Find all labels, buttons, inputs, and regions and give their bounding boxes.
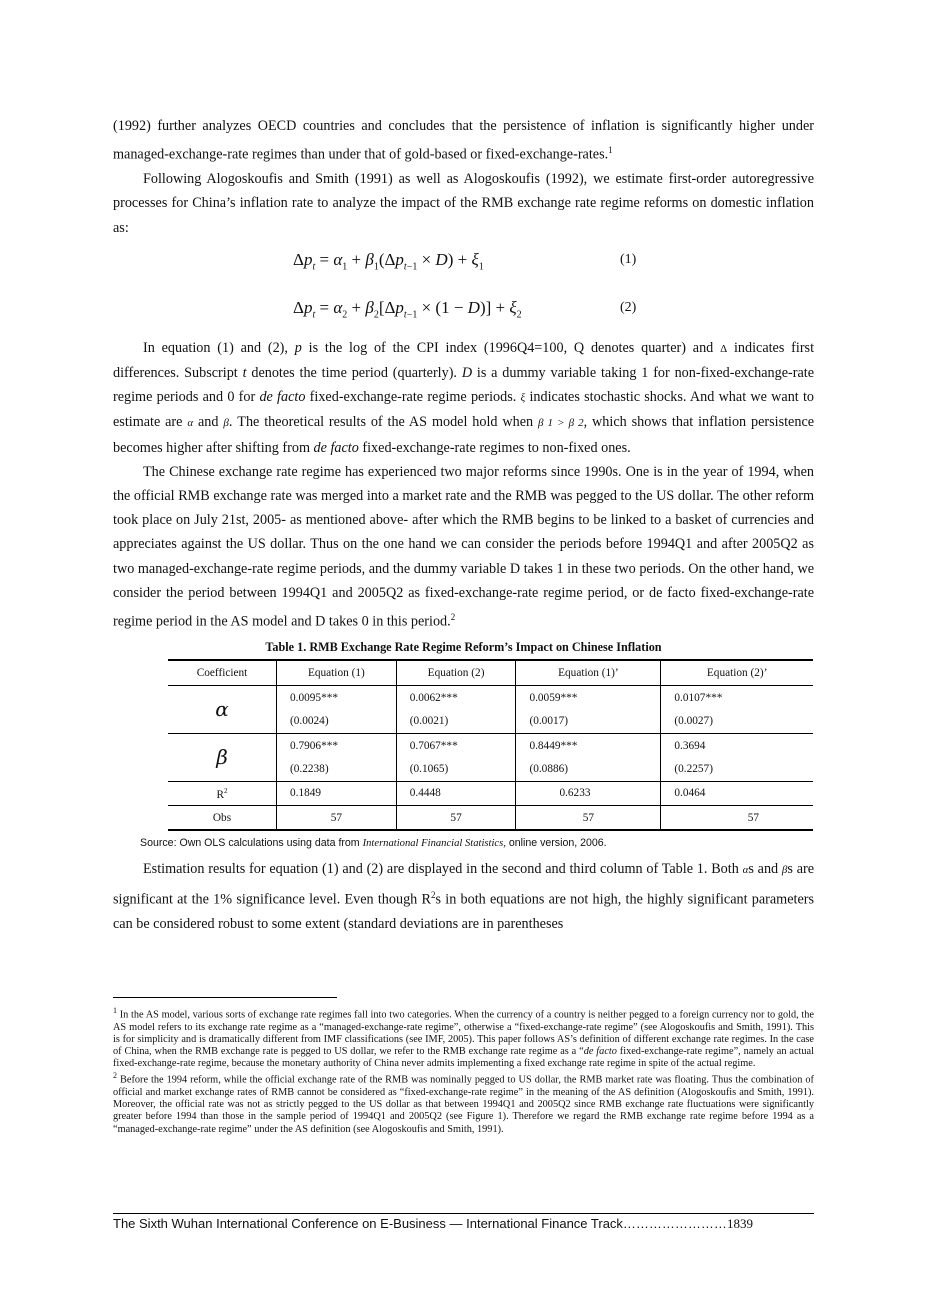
paragraph: (1992) further analyzes OECD countries and concludes that the persistence of inflation is significantly higher under managed-exchange-rate regimes than under that of gold-based or fixed-exchange-rates.$^1$	[113, 118, 814, 163]
column-header: Equation (2)’	[661, 660, 813, 686]
paragraph: Estimation results for equation (1) and (2) are displayed in the second and third column of Table 1. Both αs and βs are significant at the 1% significance level. Even though $R^2s$ in both equations are not high, the highly significant parameters can be considered robust to some extent (standard deviations are in parentheses	[113, 861, 815, 932]
table-cell: 0.0062***	[396, 685, 516, 709]
table-cell: 0.0107***	[674, 691, 723, 704]
table-cell: 57	[396, 805, 516, 830]
table-cell: (0.1065)	[396, 757, 516, 781]
footnote-2: $^2$ Before the 1994 reform, while the official exchange rate of the RMB was nominally pegged to US dollar, the RMB market rate was floating. Thus the combination of official and market exchange rates of RMB cannot be considered as “fixed-exchange-rate regime” in the meaning of the AS definition (Alogoskoufis and Smith, 1991). Moreover, the official rate was not as strictly pegged to the US dollar as that between 1994Q1 and 2005Q2 since RMB exchange rate fluctuations were significantly greater before 1994 than those in the sample period of 1994Q1 and 2005Q2 (see Figure 1). Therefore we regard the RMB exchange rate regime before 1994 as a “managed-exchange-rate regime” under the AS definition (see Alogoskoufis and Smith, 1991).	[113, 1071, 814, 1135]
table-cell: 0.7067***	[396, 733, 516, 757]
table-cell: 0.3694	[674, 739, 706, 752]
equation-2	[113, 288, 814, 336]
equation-2-formula: $\Delta p_t = \alpha_2 + \beta_2[\Delta p_{t-1} \times (1 - D)] + \xi_2$	[293, 297, 522, 321]
table-cell: 0.7906***	[277, 733, 397, 757]
table-cell: 0.0095***	[277, 685, 397, 709]
footnote-divider	[113, 997, 337, 998]
column-header: Equation (1)’	[516, 660, 661, 686]
equation-number: (1)	[620, 251, 637, 267]
footnotes	[113, 1005, 814, 1136]
table-cell: 0.8449***	[516, 733, 661, 757]
table-cell: (0.0017)	[516, 709, 661, 733]
paragraph: In equation (1) and (2), p is the log of the CPI index (1996Q4=100, Q denotes quarter) and Δ indicates first differences. Subscript t denotes the time period (quarterly). D is a dummy variable taking 1 for non-fixed-exchange-rate regime periods and 0 for de facto fixed-exchange-rate regime periods. ξ indicates stochastic shocks. And what we want to estimate are α and β. The theoretical results of the AS model hold when β 1 > β 2, which shows that inflation persistence becomes higher after shifting from de facto fixed-exchange-rate regimes to non-fixed ones.	[113, 339, 815, 456]
table-cell: (0.0024)	[277, 709, 397, 733]
table-cell: (0.0886)	[516, 757, 661, 781]
footnote-ref: 1	[608, 145, 613, 156]
beta-label: β	[216, 745, 228, 770]
table-cell: 57	[661, 805, 813, 830]
table-row	[168, 781, 813, 805]
footnote-1: $^1$ In the AS model, various sorts of exchange rate regimes fall into two categories. When the currency of a country is neither pegged to a foreign currency nor to gold, the AS model refers to its exchange rate regime as a “managed-exchange-rate regime”, otherwise a “fixed-exchange-rate regime” (see Alogoskoufis and Smith, 1991). This is for simplicity and is dramatically different from IMF classifications (see IMF, 2005). This paper follows AS’s definition of different exchange rate regimes. In the case of China, when the RMB exchange rate is pegged to US dollar, we refer to the RMB exchange rate regime as a “de facto fixed-exchange-rate regime”, namely an actual fixed-exchange-rate regime, because the monetary authority of China never admits implementing a fixed exchange rate regime in spite of the actual regime.	[113, 1006, 814, 1070]
table-source: Source: Own OLS calculations using data from International Financial Statistics, online version, 2006.	[140, 837, 607, 850]
equation-1	[113, 240, 814, 288]
r2-label: $R^2$	[168, 781, 277, 805]
table-caption: Table 1. RMB Exchange Rate Regime Reform’s Impact on Chinese Inflation	[265, 639, 662, 654]
column-header: Equation (1)	[277, 660, 397, 686]
table-row	[168, 733, 813, 757]
footnote-ref: 2	[450, 611, 456, 622]
table-cell: 57	[516, 805, 661, 830]
table-row	[168, 685, 813, 709]
table-cell: (0.2257)	[661, 757, 813, 781]
obs-label: Obs	[168, 805, 277, 830]
regression-table	[168, 659, 813, 832]
main-text	[113, 114, 814, 936]
paragraph: Following Alogoskoufis and Smith (1991) as well as Alogoskoufis (1992), we estimate first-order autoregressive processes for China’s inflation rate to analyze the impact of the RMB exchange rate regime reforms on domestic inflation as:	[113, 171, 814, 236]
alpha-label: α	[215, 697, 229, 722]
footer-text: The Sixth Wuhan International Conference on E-Business — International Finance Track……………………	[113, 1216, 727, 1231]
results-table	[113, 640, 814, 850]
page-number: 1839	[726, 1216, 753, 1231]
page-footer	[113, 1213, 814, 1232]
table-cell: (0.0021)	[396, 709, 516, 733]
table-row	[168, 805, 813, 830]
equation-number: (2)	[620, 299, 637, 315]
table-cell: (0.2238)	[277, 757, 397, 781]
column-header: Equation (2)	[396, 660, 516, 686]
paragraph: The Chinese exchange rate regime has experienced two major reforms since 1990s. One is in the year of 1994, when the official RMB exchange rate was merged into a market rate and the RMB was pegged to the US dollar. The other reform took place on July 21st, 2005- as mentioned above- after which the RMB begins to be linked to a basket of currencies and appreciates against the US dollar. Thus on the one hand we can consider the periods before 1994Q1 and after 2005Q2 as two managed-exchange-rate regime periods, and the dummy variable D takes 1 in these two periods. On the other hand, we consider the period between 1994Q1 and 2005Q2 as fixed-exchange-rate regime period, or de facto fixed-exchange-rate regime period in the AS model and D takes 0 in this period.$^2$	[113, 463, 814, 630]
table-cell: 0.0464	[661, 781, 813, 805]
table-cell: (0.0027)	[661, 709, 813, 733]
table-cell: 0.1849	[277, 781, 397, 805]
table-cell: 0.4448	[396, 781, 516, 805]
column-header: Coefficient	[168, 660, 277, 686]
equation-1-formula: $\Delta p_t = \alpha_1 + \beta_1(\Delta p_{t-1} \times D) + \xi_1$	[293, 249, 484, 273]
table-cell: 0.0059***	[516, 685, 661, 709]
table-cell: 57	[277, 805, 397, 830]
table-cell: 0.6233	[516, 781, 661, 805]
